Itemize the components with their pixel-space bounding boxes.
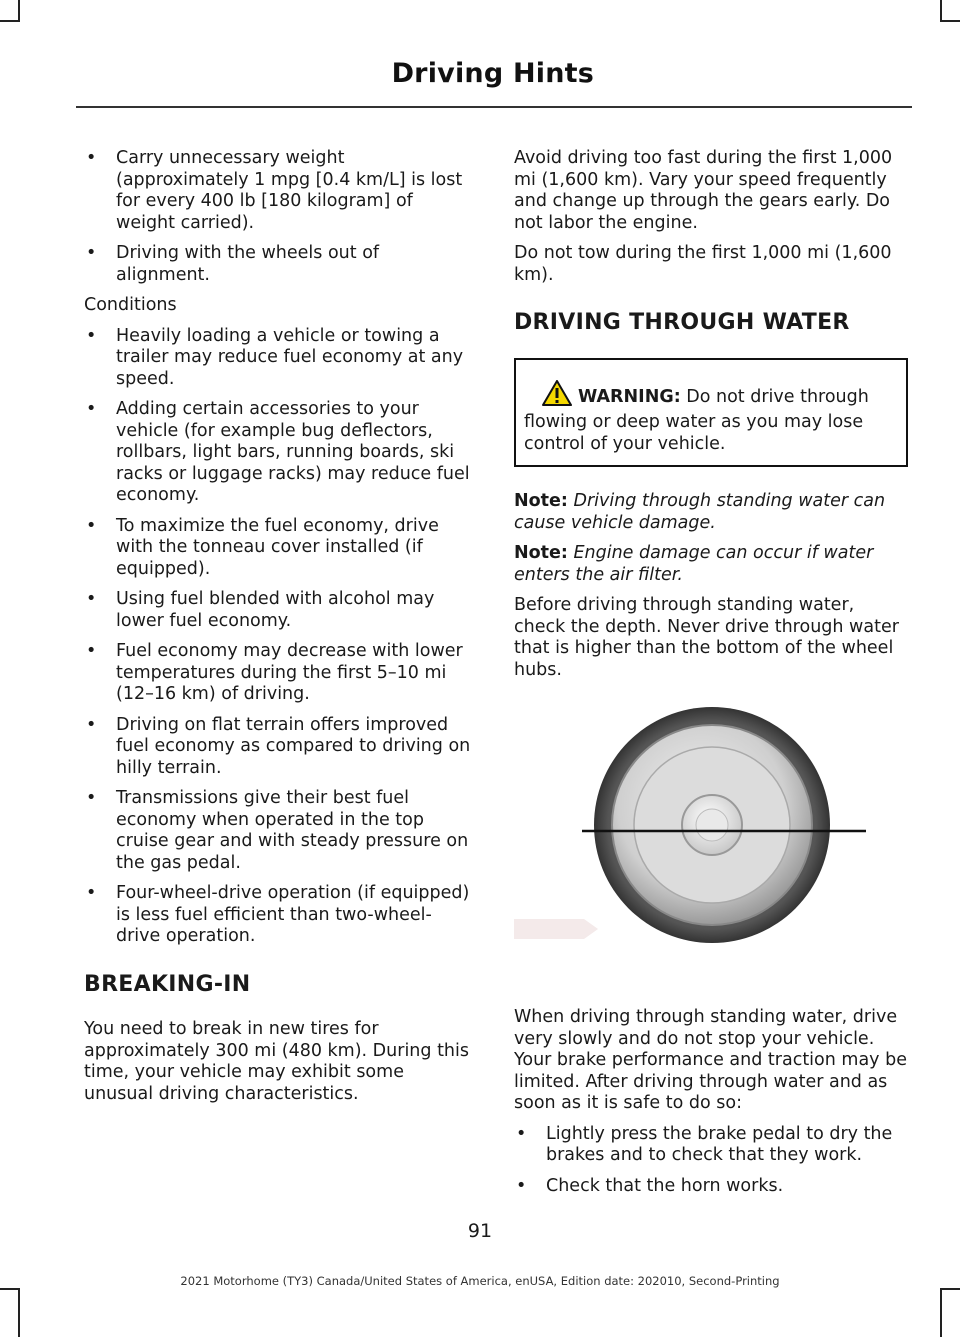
list-item: • Fuel economy may decrease with lower temperatures during the first 5–10 mi (12–16 km) of driving. [86,641,463,704]
bullet-glyph: • [86,641,97,661]
crop-mark [940,1288,960,1290]
bullet-list-weight [84,148,476,286]
bullet-glyph: • [86,788,97,808]
list-item: • To maximize the fuel economy, drive with the tonneau cover installed (if equipped). [86,515,439,579]
bullet-glyph: • [86,883,97,903]
header-rule [76,106,912,108]
list-item: • Driving on flat terrain offers improved fuel economy as compared to driving on hilly terrain. [86,714,471,778]
bullet-glyph: • [516,1175,527,1196]
list-item: • Driving with the wheels out of alignment. [86,243,380,285]
paragraph: Avoid driving too fast during the first 1,000 mi (1,600 km). Vary your speed frequently and change up through the gears early. Do not labor the engine. [514,148,893,233]
right-column [514,148,908,1206]
warning-icon [542,380,572,413]
list-item: • Lightly press the brake pedal to dry the brakes and to check that they work. [516,1123,893,1165]
bullet-list-conditions [84,326,476,948]
wheel-water-illustration [514,693,908,993]
crop-mark [18,1288,20,1337]
crop-mark [18,0,20,22]
crop-mark [940,0,942,22]
bullet-glyph: • [86,515,97,536]
note: Note: Driving through standing water can cause vehicle damage. [514,491,886,533]
bullet-glyph: • [86,399,97,419]
list-item: • Heavily loading a vehicle or towing a trailer may reduce fuel economy at any speed. [86,325,464,389]
edition-line: 2021 Motorhome (TY3) Canada/United States of America, enUSA, Edition date: 202010, Second-Printing [180,1274,780,1288]
left-column [84,148,476,1114]
crop-mark [940,20,960,22]
bullet-glyph: • [516,1123,527,1144]
page-title: Driving Hints [391,58,594,89]
water-heading: DRIVING THROUGH WATER [514,310,850,335]
breaking-in-text: You need to break in new tires for approximately 300 mi (480 km). During this time, your vehicle may exhibit some unusual driving characteristics. [84,1019,469,1104]
bullet-list-after-water [514,1124,908,1198]
warning-label: WARNING: [578,386,681,407]
bullet-glyph: • [86,714,97,735]
crop-mark [0,1288,20,1290]
list-item: • Transmissions give their best fuel economy when operated in the top cruise gear and with steady pressure on the gas pedal. [86,788,469,873]
paragraph: Do not tow during the first 1,000 mi (1,600 km). [514,243,892,285]
list-item: • Check that the horn works. [516,1175,784,1196]
bullet-glyph: • [86,325,97,346]
bullet-glyph: • [86,148,97,168]
breaking-in-heading: BREAKING-IN [84,971,251,997]
bullet-glyph: • [86,589,97,609]
warning-box [514,358,908,468]
warning-text: Do not drive through flowing or deep water as you may lose control of your vehicle. [524,386,869,454]
page-number: 91 [467,1220,493,1242]
list-item: • Using fuel blended with alcohol may lower fuel economy. [86,589,435,631]
conditions-label: Conditions [84,295,177,315]
note: Note: Engine damage can occur if water enters the air filter. [514,543,874,585]
list-item: • Four-wheel-drive operation (if equipped) is less fuel efficient than two-wheel-drive operation. [86,883,470,946]
paragraph: Before driving through standing water, check the depth. Never drive through water that is higher than the bottom of the wheel hubs. [514,595,899,680]
crop-mark [0,20,20,22]
list-item: • Adding certain accessories to your vehicle (for example bug deflectors, rollbars, light bars, running boards, ski racks or luggage racks) may reduce fuel economy. [86,399,470,505]
bullet-glyph: • [86,243,97,263]
paragraph: When driving through standing water, drive very slowly and do not stop your vehicle. Your brake performance and traction may be limited. After driving through water and as soon as it is safe to do so: [514,1007,907,1113]
crop-mark [940,1288,942,1337]
list-item: • Carry unnecessary weight (approximately 1 mpg [0.4 km/L] is lost for every 400 lb [180 kilogram] of weight carried). [86,148,463,233]
